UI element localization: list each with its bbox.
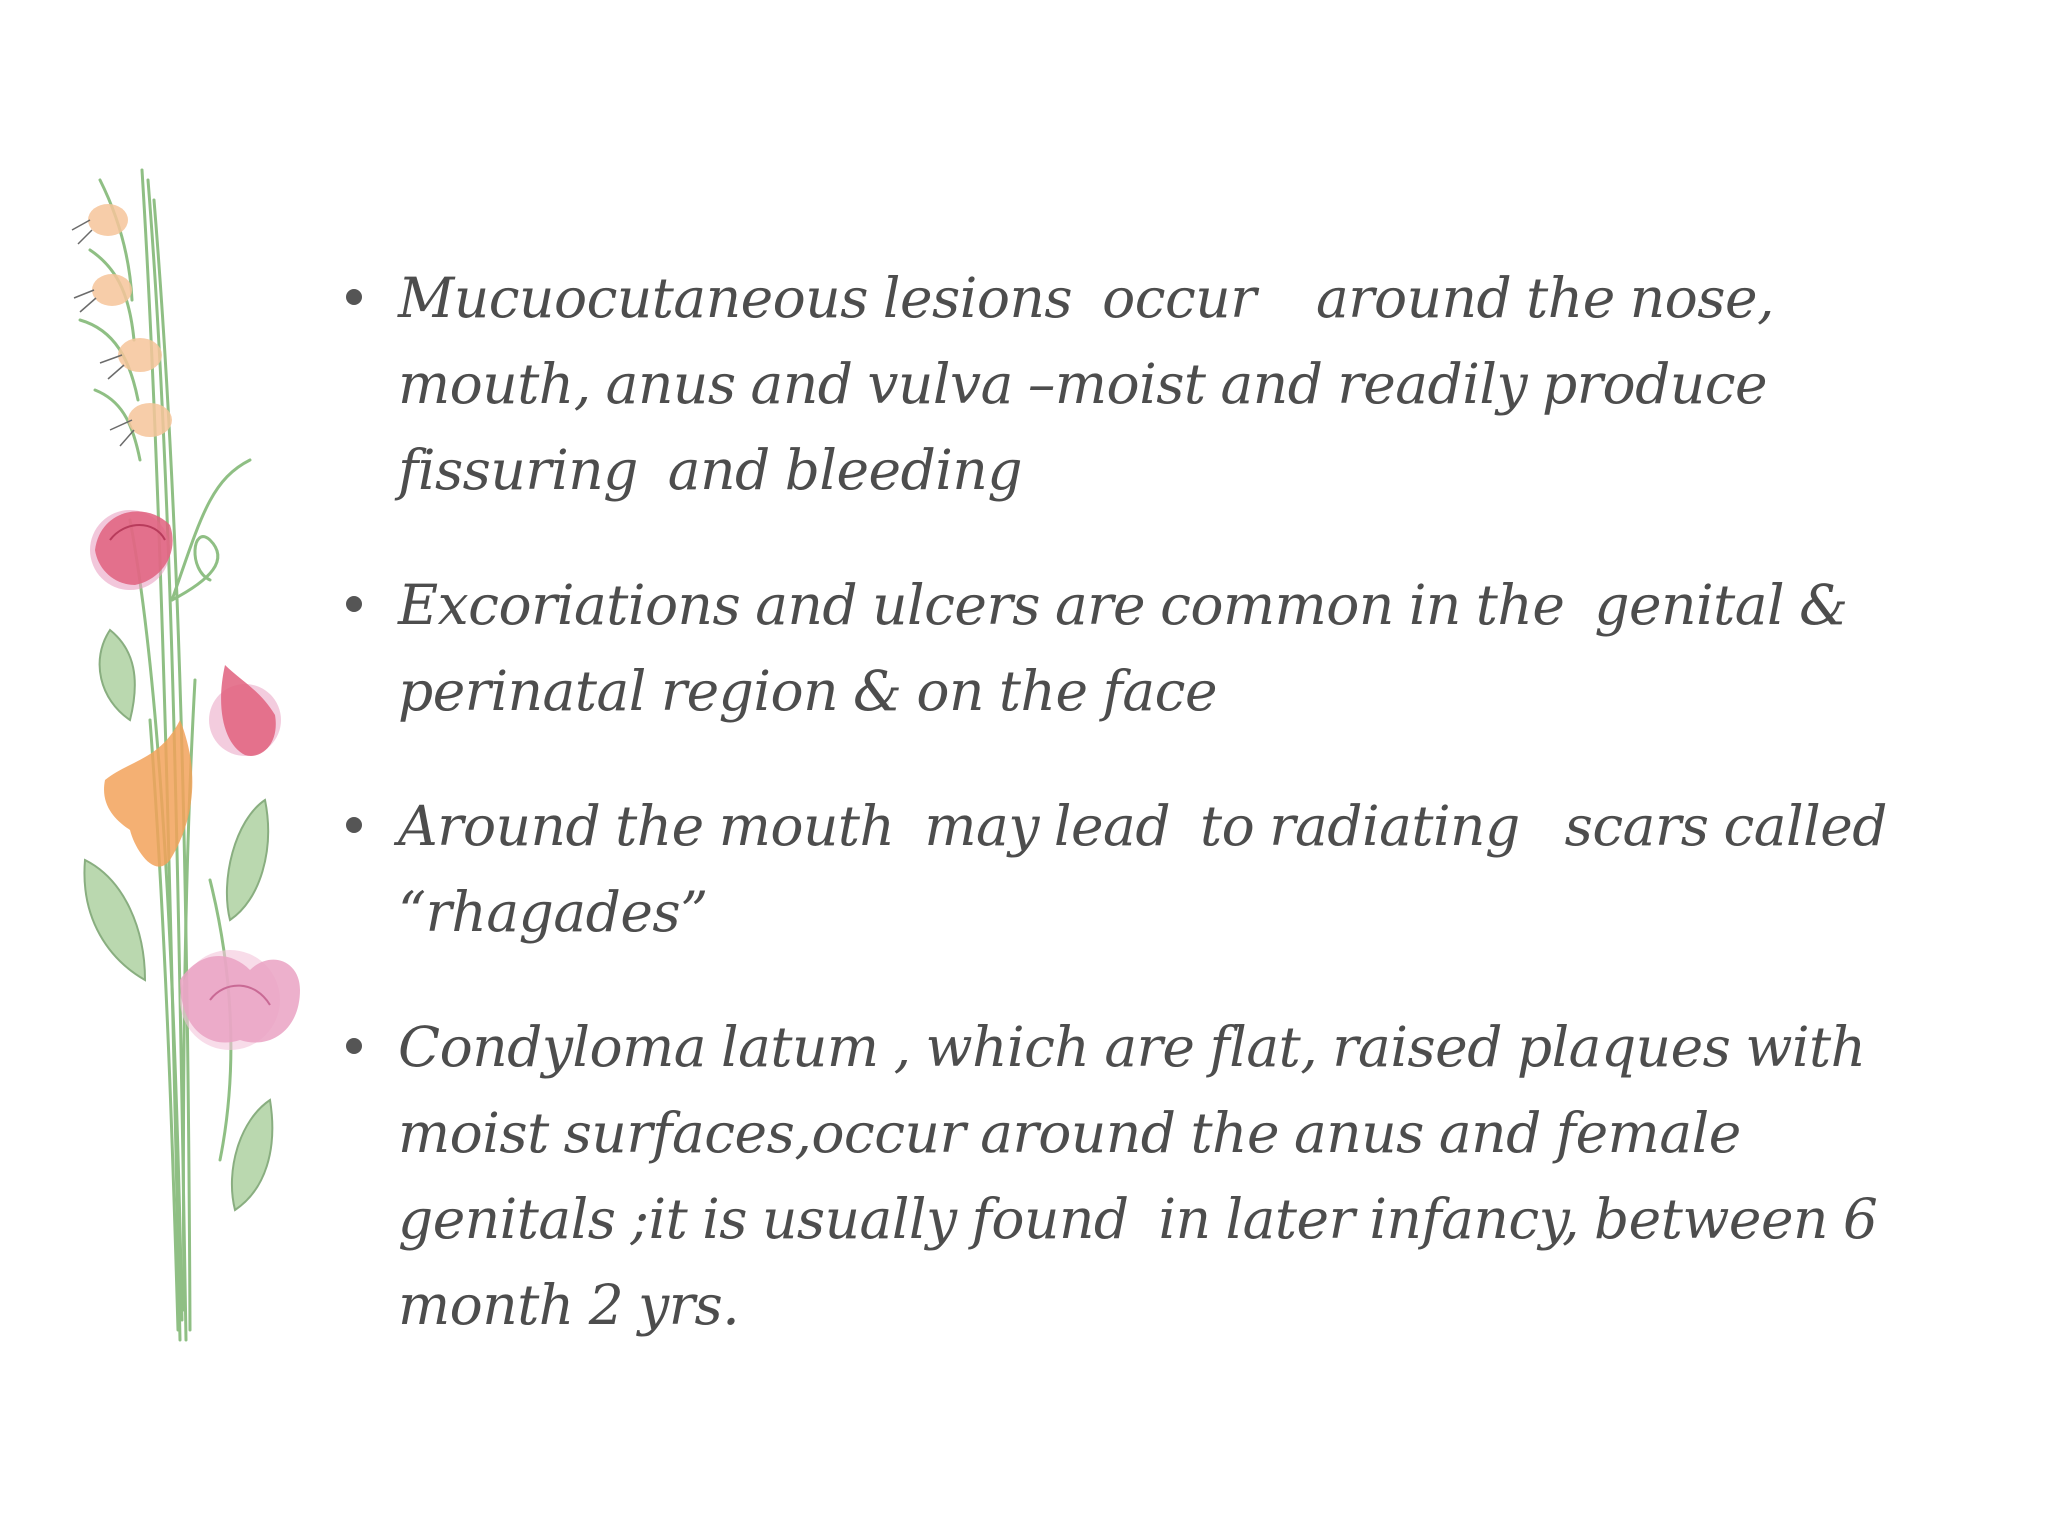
bullet-text: Mucuocutaneous lesions occur around the nose, mouth, anus and vulva –moist and readily produce fissuring and bleeding — [398, 266, 1790, 502]
bullet-dot-icon — [346, 596, 362, 612]
bullet-dot-icon — [346, 289, 362, 305]
bullet-item — [340, 255, 1960, 513]
bullet-dot-icon — [346, 817, 362, 833]
bullet-text: Excoriations and ulcers are common in the genital & perinatal region & on the face — [398, 573, 1863, 723]
bullet-item — [340, 562, 1960, 734]
bullet-text: Around the mouth may lead to radiating scars called “rhagades” — [398, 794, 1902, 944]
floral-bouquet-illustration — [60, 160, 330, 1360]
bullet-dot-icon — [346, 1038, 362, 1054]
bullet-item — [340, 1004, 1960, 1348]
light-pink-flower — [180, 950, 300, 1050]
magenta-tulip-flower — [209, 665, 281, 756]
bullet-list — [340, 255, 1960, 1397]
orange-flower — [104, 720, 192, 867]
bullet-item — [340, 783, 1960, 955]
bullet-text: Condyloma latum , which are flat, raised plaques with moist surfaces,occur around the anus and female genitals ;it is usually found in later infancy, between 6 month 2 yrs. — [398, 1015, 1893, 1337]
